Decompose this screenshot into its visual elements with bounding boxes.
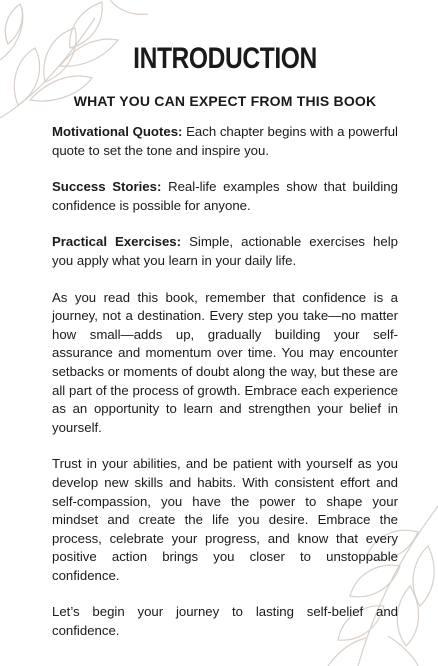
body-paragraph: Let’s begin your journey to lasting self-belief and confidence. — [52, 604, 398, 639]
body-paragraph: As you read this book, remember that confidence is a journey, not a destination. Every step you take—no matter how small—adds up, gradually building your self-assurance and momentum over time. You may encounter setbacks or moments of doubt along the way, but these are all part of the process of growth. Embrace each experience as an opportunity to learn and strengthen your belief in yourself. — [52, 289, 398, 435]
feature-text: Each chapter begins with a powerful quote to set the tone and inspire you. — [52, 124, 398, 158]
body-paragraph: Trust in your abilities, and be patient with yourself as you develop new skills and habits. With consistent effort and self-compassion, you have the power to shape your mindset and create the life you desire. Embrace the process, celebrate your progress, and know that every positive action brings you closer to unstoppable confidence. — [52, 456, 398, 583]
section-subtitle: WHAT YOU CAN EXPECT FROM THIS BOOK — [73, 93, 377, 109]
feature-text: Simple, actionable exercises help you apply what you learn in your daily life. — [52, 234, 398, 268]
feature-motivational-quotes — [52, 123, 398, 160]
feature-term: Practical Exercises: — [52, 234, 182, 250]
feature-success-stories — [52, 178, 398, 215]
feature-term: Motivational Quotes: — [52, 124, 183, 139]
page-title: INTRODUCTION — [133, 42, 317, 75]
feature-practical-exercises — [52, 233, 398, 270]
feature-text: Real-life examples show that building confidence is possible for anyone. — [52, 179, 398, 213]
feature-term: Success Stories: — [52, 179, 162, 195]
